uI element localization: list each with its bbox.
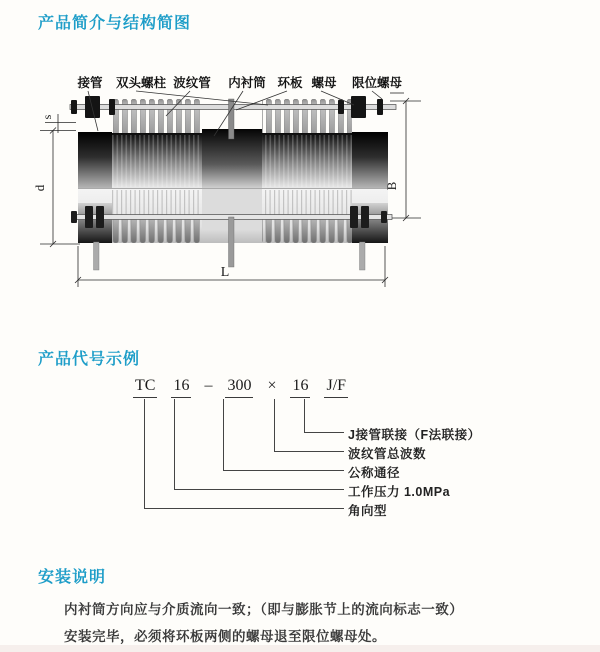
code-segment-waves: 16 [290, 377, 310, 398]
dim-B: B [384, 181, 399, 191]
code-segment-times: × [267, 377, 277, 394]
code-segment-type: TC [133, 377, 157, 398]
install-line-2: 安装完毕，必须将环板两侧的螺母退至限位螺母处。 [64, 629, 386, 644]
section-title-code: 产品代号示例 [38, 351, 141, 368]
code-segment-pressure: 16 [171, 377, 191, 398]
label-shuangtou: 双头螺柱 [115, 76, 167, 90]
label-huanban: 环板 [277, 76, 303, 90]
section-title-intro: 产品简介与结构简图 [38, 15, 192, 32]
label-luomu: 螺母 [311, 76, 337, 90]
part-labels [76, 75, 402, 90]
install-instructions [64, 596, 463, 650]
code-segment-joint: J/F [324, 377, 348, 398]
ring-plate-top [229, 99, 235, 139]
rod-stub-left [94, 242, 100, 270]
label-jieguan: 接管 [77, 76, 103, 90]
structure-diagram [0, 60, 500, 322]
bellows-lower-left [112, 217, 202, 243]
callout-label-type: 角向型 [348, 504, 388, 518]
install-line-1: 内衬筒方向应与介质流向一致；（即与膨胀节上的流向标志一致） [64, 602, 464, 617]
bellows-lower-right [262, 217, 352, 243]
label-neichentong: 内衬筒 [228, 76, 266, 90]
dim-d: d [32, 184, 47, 192]
bellows-shading-left [112, 135, 202, 187]
dim-s: s [40, 114, 54, 120]
callout-label-waves: 波纹管总波数 [348, 447, 427, 461]
product-code [133, 377, 348, 398]
page-bottom-edge [0, 645, 600, 652]
end-pipe-lower-left [78, 203, 112, 243]
end-pipe-right [352, 132, 388, 188]
callout-label-pressure: 工作压力 1.0MPa [348, 485, 451, 499]
code-segment-diameter: 300 [225, 377, 253, 398]
rod-stub-right [360, 242, 366, 270]
callout-line-type [144, 399, 344, 509]
label-xianwei: 限位螺母 [351, 76, 403, 90]
callout-label-joint: J接管联接（F法联接） [348, 428, 481, 442]
end-pipe-left [78, 132, 112, 188]
callout-label-diameter: 公称通径 [348, 466, 401, 480]
bellows-shading-right [262, 135, 352, 187]
ring-plate-bottom [229, 217, 235, 267]
section-title-install: 安装说明 [38, 569, 107, 586]
code-segment-dash: – [204, 377, 213, 394]
dim-L: L [220, 265, 230, 280]
label-bowenguan: 波纹管 [173, 76, 211, 90]
